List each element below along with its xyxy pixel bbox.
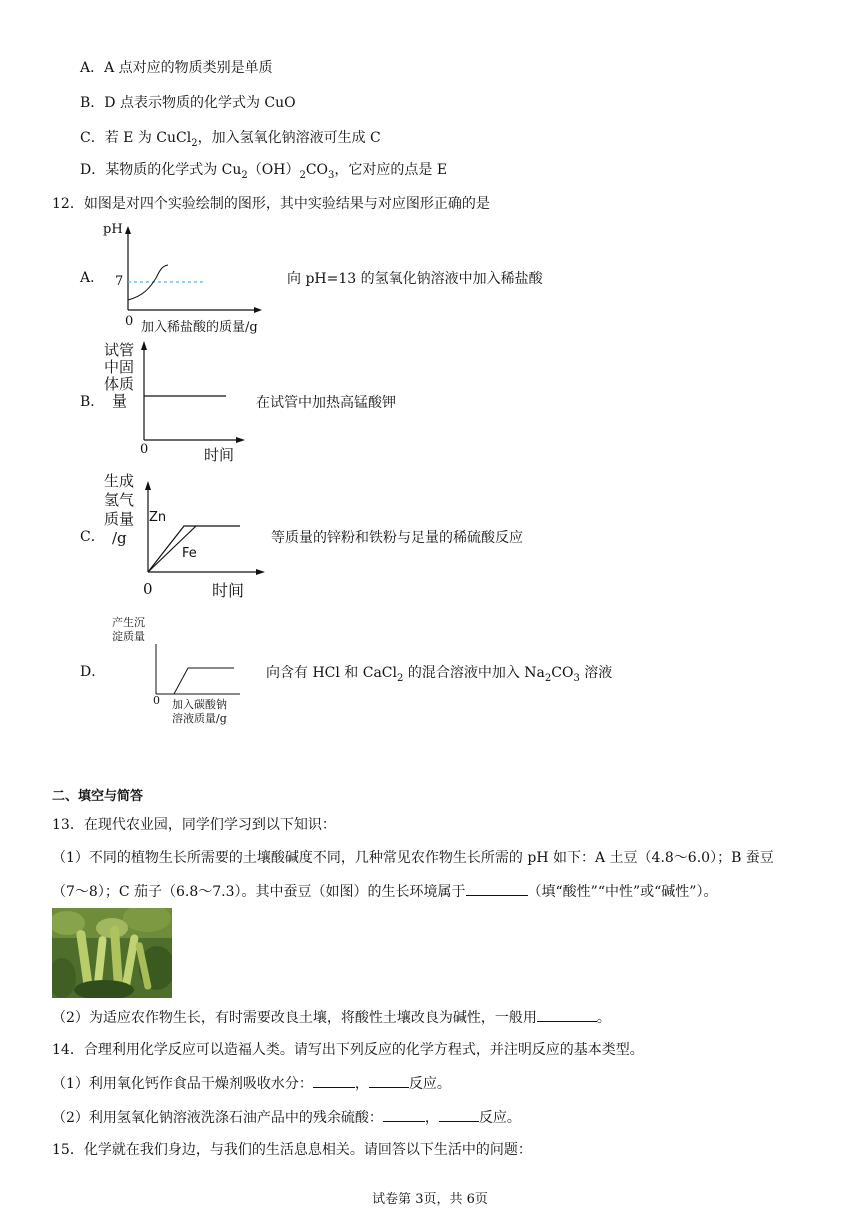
q15-stem: 15．化学就在我们身边，与我们的生活息息相关。请回答以下生活中的问题： <box>52 1142 532 1158</box>
q13-stem: 13．在现代农业园，同学们学习到以下知识： <box>52 817 336 833</box>
q14-blank-2a[interactable] <box>383 1107 425 1122</box>
graph-b-origin: 0 <box>140 442 149 457</box>
q14-part2 <box>52 1107 521 1128</box>
graph-c-fe-label: Fe <box>182 546 197 561</box>
q12-d-desc <box>266 662 612 682</box>
q14-part1 <box>52 1073 451 1094</box>
graph-b-ylabel <box>104 342 134 410</box>
q11-option-c-sub: 2 <box>191 137 198 149</box>
graph-b-y-arrow <box>141 341 147 350</box>
q11-option-d-sub1: 2 <box>241 169 248 181</box>
broad-bean-photo <box>52 908 172 998</box>
graph-b-ylabel-4: 量 <box>112 392 128 410</box>
q11-option-c-text2: ，加入氢氧化钠溶液可生成 C <box>197 130 381 146</box>
graph-d <box>150 640 250 702</box>
q14-blank-1b[interactable] <box>369 1073 409 1088</box>
q11-option-c <box>80 128 381 148</box>
q11-option-d-sub3: 3 <box>328 169 335 181</box>
graph-c-ylabel-2: 氢气 <box>104 491 135 509</box>
q12-b-desc: 在试管中加热高锰酸钾 <box>256 395 396 411</box>
q13-part1-line2 <box>52 881 717 902</box>
graph-d-ylabel-2: 淀质量 <box>112 630 145 643</box>
graph-d-xlabel-1: 加入碳酸钠 <box>172 698 227 711</box>
q11-option-b: B．D 点表示物质的化学式为 CuO <box>80 95 296 111</box>
q13-part1-line2-text2: （填“酸性”“中性”或“碱性”）。 <box>527 884 718 900</box>
q13-part1-line2-text: （7～8）；C 茄子（6.8～7.3）。其中蚕豆（如图）的生长环境属于 <box>52 884 466 900</box>
graph-b-ylabel-1: 试管 <box>104 341 135 359</box>
q14-part1-text2: 反应。 <box>408 1076 451 1092</box>
graph-a-x-arrow <box>254 307 262 313</box>
q11-option-d-sub2: 2 <box>299 169 306 181</box>
q14-part2-sep: ， <box>424 1110 439 1126</box>
graph-c-xlabel: 时间 <box>212 581 245 600</box>
q14-blank-2b[interactable] <box>439 1107 479 1122</box>
q13-part2-text2: 。 <box>596 1010 611 1026</box>
q11-option-d-text3: CO <box>305 162 329 178</box>
graph-c-ylabel-3: 质量 <box>104 510 135 528</box>
q11-option-d <box>80 160 447 180</box>
q12-c-letter: C． <box>80 529 105 545</box>
q12-d-desc-text4: 溶液 <box>579 665 613 681</box>
graph-b-ylabel-3: 体质 <box>104 375 135 393</box>
q11-option-d-text2: （OH） <box>247 162 300 178</box>
q12-stem: 12．如图是对四个实验绘制的图形，其中实验结果与对应图形正确的是 <box>52 196 490 212</box>
q12-d-desc-sub3: 3 <box>573 672 580 684</box>
q12-d-letter: D． <box>80 664 106 680</box>
graph-c-ylabel <box>104 472 134 548</box>
graph-a-tick-7: 7 <box>115 274 124 289</box>
q14-part1-sep: ， <box>354 1076 369 1092</box>
q11-option-d-text1: D．某物质的化学式为 Cu <box>80 162 242 178</box>
graph-c-ylabel-1: 生成 <box>104 472 135 490</box>
graph-c-ylabel-4: /g <box>112 529 127 547</box>
graph-d-xlabel <box>172 698 227 726</box>
q12-d-desc-text2: 的混合溶液中加入 Na <box>403 665 545 681</box>
q13-part2 <box>52 1007 611 1028</box>
graph-c-y-arrow <box>145 481 151 490</box>
graph-d-ylabel-1: 产生沉 <box>112 616 145 629</box>
graph-a-xlabel: 加入稀盐酸的质量/g <box>141 320 258 335</box>
q12-b-letter: B． <box>80 394 105 410</box>
q11-option-c-text1: C．若 E 为 CuCl <box>80 130 192 146</box>
graph-d-ylabel <box>112 616 145 644</box>
q12-c-desc: 等质量的锌粉和铁粉与足量的稀硫酸反应 <box>271 530 523 546</box>
graph-d-xlabel-2: 溶液质量/g <box>172 712 227 725</box>
q13-blank-1[interactable] <box>466 881 528 896</box>
graph-b-xlabel: 时间 <box>204 446 235 464</box>
graph-c-origin: 0 <box>143 580 153 598</box>
q11-option-a: A．A 点对应的物质类别是单质 <box>80 60 273 76</box>
graph-b-ylabel-2: 中固 <box>104 358 135 376</box>
section-2-heading: 二、填空与简答 <box>52 789 144 804</box>
graph-b <box>136 336 256 448</box>
graph-b-x-arrow <box>236 437 245 443</box>
graph-a-y-arrow <box>125 226 131 234</box>
q13-blank-2[interactable] <box>537 1007 597 1022</box>
q11-option-d-text4: ，它对应的点是 E <box>334 162 448 178</box>
q14-blank-1a[interactable] <box>313 1073 355 1088</box>
q14-part2-text2: 反应。 <box>478 1110 521 1126</box>
graph-c-zn-label: Zn <box>149 510 167 525</box>
graph-c <box>140 476 270 588</box>
graph-d-curve <box>156 668 234 694</box>
graph-d-origin: 0 <box>153 694 160 707</box>
q14-stem: 14．合理利用化学反应可以造福人类。请写出下列反应的化学方程式，并注明反应的基本类型。 <box>52 1042 644 1058</box>
q12-d-desc-sub2: 2 <box>544 672 552 684</box>
q12-d-desc-sub1: 2 <box>397 672 404 684</box>
q12-a-letter: A． <box>80 270 105 286</box>
graph-c-x-arrow <box>256 569 265 575</box>
q13-part1-line1: （1）不同的植物生长所需要的土壤酸碱度不同，几种常见农作物生长所需的 pH 如下：A 土豆（4.8～6.0）；B 蚕豆 <box>52 850 774 866</box>
q14-part1-text: （1）利用氧化钙作食品干燥剂吸收水分： <box>52 1076 313 1092</box>
q13-part2-text: （2）为适应农作物生长，有时需要改良土壤，将酸性土壤改良为碱性，一般用 <box>52 1010 537 1026</box>
q12-d-desc-text3: CO <box>551 665 574 681</box>
q14-part2-text: （2）利用氢氧化钠溶液洗涤石油产品中的残余硫酸： <box>52 1110 383 1126</box>
graph-a-origin: 0 <box>125 314 134 329</box>
q12-a-desc: 向 pH=13 的氢氧化钠溶液中加入稀盐酸 <box>287 271 543 287</box>
graph-a-ylabel: pH <box>103 222 123 237</box>
page-footer: 试卷第 3页，共 6页 <box>372 1192 488 1207</box>
q12-d-desc-text1: 向含有 HCl 和 CaCl <box>266 665 397 681</box>
